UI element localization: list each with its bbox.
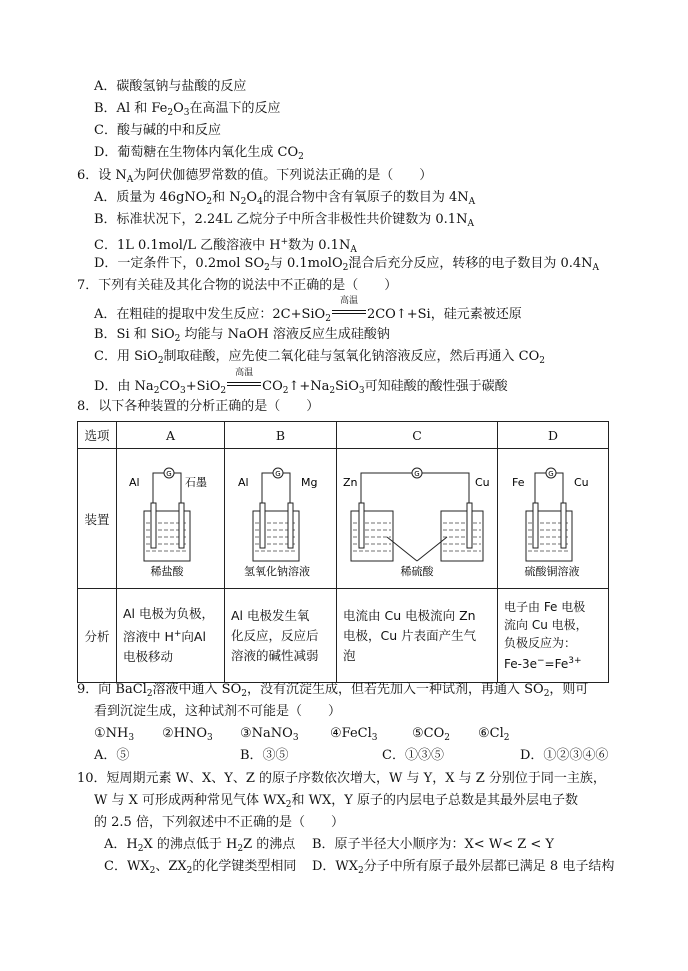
solution-label: 稀硫酸 [400, 565, 434, 578]
q9-reagent-1: $①NH_3$ [94, 726, 135, 743]
electrode-right-label: 石墨 [185, 476, 207, 489]
galvanometer-label: G [414, 470, 420, 478]
galvanic-cell-a-diagram [117, 449, 224, 585]
q8-stem: 8．以下各种装置的分析正确的是（ ） [77, 399, 320, 414]
q10-stem-line3: 的 2.5 倍，下列叙述中不正确的是（ ） [94, 815, 344, 830]
q8-device-d [498, 449, 609, 589]
q10-stem-line2: W 与 X 可形成两种常见气体 $WX_2$和 WX，Y 原子的内层电子总数是其最外层电子数 [94, 793, 578, 810]
electrode-right-label: Cu [475, 476, 490, 489]
q8-table [77, 421, 609, 683]
galvanic-cell-b-diagram [225, 449, 336, 585]
q9-reagent-6: $⑥Cl_2$ [478, 726, 510, 743]
q5-option-b: B．Al 和 $Fe_2O_3$在高温下的反应 [94, 101, 281, 118]
q9-reagent-5: $⑤CO_2$ [412, 726, 450, 743]
galvanometer-label: G [275, 470, 281, 478]
galvanometer-label: G [166, 470, 172, 478]
q10-option-c: C．$WX_2$、$ZX_2$的化学键类型相同 [104, 859, 297, 876]
q8-device-c [337, 449, 498, 589]
q9-reagent-4: ④FeCl$_3$ [330, 726, 378, 743]
q10-option-d: D．$WX_2$分子中所有原子最外层都已满足 8 电子结构 [312, 859, 615, 876]
condition-arrow: 高温 [227, 376, 261, 392]
q6-option-d: D．一定条件下，0.2mol $SO_2$与 0.1molO$_2$混合后充分反应，转移的电子数目为 $0.4N_A$ [94, 256, 600, 273]
q9-option-a: A．⑤ [94, 748, 130, 763]
q8-header-d: D [498, 422, 609, 449]
electrode-right-label: Mg [301, 476, 318, 489]
q8-device-a [117, 449, 225, 589]
galvanic-cell-d-diagram [498, 449, 608, 585]
q8-device-row [78, 449, 609, 589]
q6-option-c: C．1L 0.1mol/L 乙酸溶液中 H+数为 $0.1N_A$ [94, 237, 357, 255]
q5-option-c: C．酸与碱的中和反应 [94, 123, 221, 138]
q7-option-a: A．在粗硅的提取中发生反应：2C+SiO$_2$ 高温 2CO↑+Si，硅元素被还原 [94, 296, 522, 324]
galvanometer-label: G [548, 470, 554, 478]
solution-label: 稀盐酸 [150, 565, 184, 578]
q6-option-b: B．标准状况下，2.24L 乙烷分子中所含非极性共价键数为 $0.1N_A$ [94, 212, 474, 229]
q8-analysis-c: 电流由 Cu 电极流向 Zn 电极，Cu 片表面产生气 泡 [337, 589, 498, 683]
q10-stem-line1: 10．短周期元素 W、X、Y、Z 的原子序数依次增大，W 与 Y，X 与 Z 分别位于同一主族， [77, 771, 606, 786]
q7-option-c: C．用 SiO$_2$制取硅酸，应先使二氧化硅与氢氧化钠溶液反应，然后再通入 $CO_2$ [94, 349, 546, 366]
electrode-left-label: Zn [343, 476, 358, 489]
q8-analysis-row [78, 589, 609, 683]
q9-stem: 9．向 BaCl$_2$溶液中通入 $SO_2$，没有沉淀生成，但若先加入一种试剂，再通入 $SO_2$，则可 [77, 682, 589, 699]
electrode-left-label: Fe [512, 476, 525, 489]
electrode-right-label: Cu [574, 476, 589, 489]
q9-stem-line2: 看到沉淀生成，这种试剂不可能是（ ） [94, 704, 342, 719]
q7-option-b: B．Si 和 SiO$_2$ 均能与 NaOH 溶液反应生成硅酸钠 [94, 327, 390, 344]
solution-label: 硫酸铜溶液 [524, 565, 580, 578]
condition-arrow: 高温 [332, 304, 366, 320]
electrode-left-label: Al [129, 476, 140, 489]
q8-device-b [225, 449, 337, 589]
q6-stem: 6．设 $N_A$为阿伏伽德罗常数的值。下列说法正确的是（ ） [77, 168, 433, 185]
solution-label: 氢氧化钠溶液 [244, 565, 310, 578]
q8-header-b: B [225, 422, 337, 449]
q8-header-a: A [117, 422, 225, 449]
q8-header-c: C [337, 422, 498, 449]
q10-option-a: A．$H_2X$ 的沸点低于 $H_2Z$ 的沸点 [104, 837, 296, 854]
q9-option-d: D．①②③④⑥ [520, 748, 609, 763]
q5-option-a: A．碳酸氢钠与盐酸的反应 [94, 79, 247, 94]
q10-option-b: B．原子半径大小顺序为：X< W< Z < Y [312, 837, 554, 852]
q8-header-row [78, 422, 609, 449]
galvanic-cell-c-diagram [337, 449, 497, 585]
q8-header-label: 选项 [78, 422, 117, 449]
q8-device-label: 装置 [78, 449, 117, 589]
q6-option-a: A．质量为 46gNO$_2$和 $N_2O_4$的混合物中含有氧原子的数目为 $4N_A$ [94, 190, 476, 207]
q5-option-d: D．葡萄糖在生物体内氧化生成 $CO_2$ [94, 145, 304, 162]
electrode-left-label: Al [238, 476, 249, 489]
q7-option-d: D．由 $Na_2CO_3+SiO_2$ 高温 $CO_2↑+Na_2SiO_3$可知硅酸的酸性强于碳酸 [94, 368, 508, 396]
q9-reagent-2: $②HNO_3$ [162, 726, 213, 743]
q9-option-b: B．③⑤ [240, 748, 289, 763]
q8-analysis-a: Al 电极为负极， 溶液中 H+向Al 电极移动 [117, 589, 225, 683]
q7-stem: 7．下列有关硅及其化合物的说法中不正确的是（ ） [77, 278, 398, 293]
q8-analysis-b: Al 电极发生氧 化反应，反应后 溶液的碱性减弱 [225, 589, 337, 683]
q8-analysis-d: 电子由 Fe 电极 流向 Cu 电极， 负极反应为： $Fe-3e^-=Fe^{3+}$ [498, 589, 609, 683]
q9-reagent-3: ③NaNO$_3$ [240, 726, 299, 743]
q8-analysis-label: 分析 [78, 589, 117, 683]
q9-option-c: C．①③⑤ [382, 748, 444, 763]
